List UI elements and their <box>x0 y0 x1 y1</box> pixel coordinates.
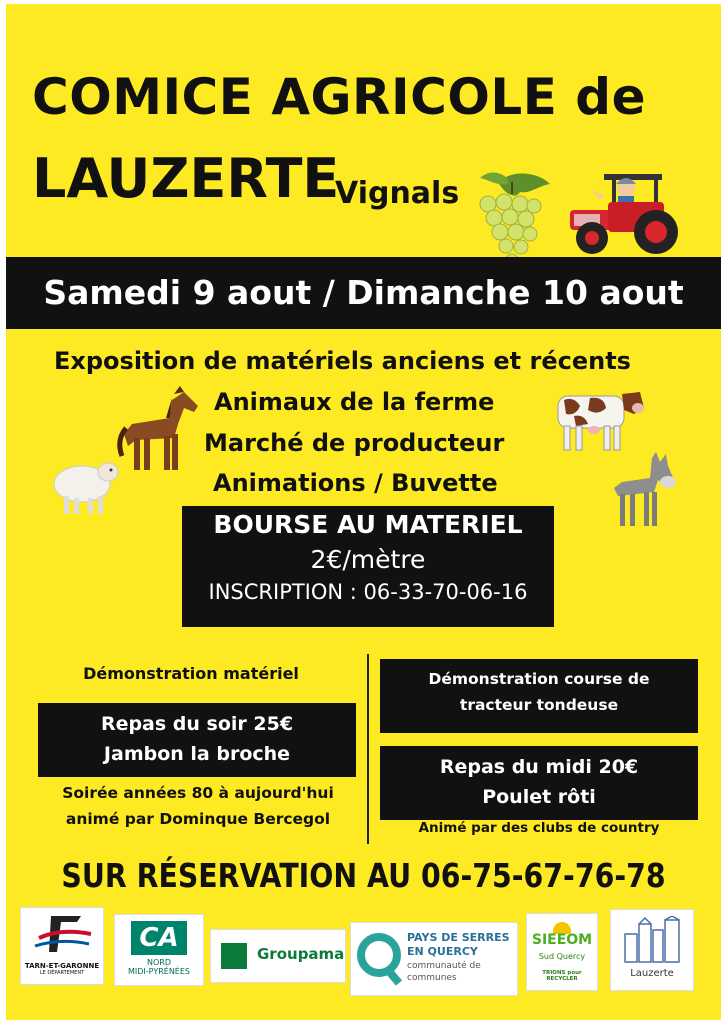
reservation-line: SUR RÉSERVATION AU 06-75-67-76-78 <box>61 856 666 895</box>
demo-materiel: Démonstration matériel <box>83 664 299 683</box>
subtitle-vignals: Vignals <box>335 176 460 211</box>
program-item-marche: Marché de producteur <box>204 429 505 457</box>
lauzerte-label: Lauzerte <box>630 968 674 979</box>
demo-course-line-2: tracteur tondeuse <box>459 696 619 714</box>
repas-soir-line-1: Repas du soir 25€ <box>100 713 294 735</box>
soiree-line-1: Soirée années 80 à aujourd'hui <box>62 784 334 802</box>
poster <box>6 4 721 1020</box>
country-line: Animé par des clubs de country <box>418 820 660 836</box>
sieeom-sub: Sud Quercy <box>538 952 586 961</box>
pays-line-4: communes <box>407 973 457 983</box>
groupama-square-icon <box>221 943 247 969</box>
credit-agricole-logo <box>114 914 204 986</box>
horse-icon <box>114 384 204 476</box>
pays-line-2: EN QUERCY <box>407 945 478 958</box>
tarn-line-2: LE DÉPARTEMENT <box>39 970 85 976</box>
pays-de-serres-logo <box>350 922 518 996</box>
program-item-animaux: Animaux de la ferme <box>214 388 495 416</box>
lauzerte-logo <box>610 909 694 991</box>
bourse-title: BOURSE AU MATERIEL <box>213 510 523 539</box>
tarn-line-1: TARN-ET-GARONNE <box>24 962 100 970</box>
ca-line-2: MIDI-PYRÉNÉES <box>128 967 190 976</box>
sheep-icon <box>48 454 120 518</box>
repas-midi-line-1: Repas du midi 20€ <box>439 756 639 778</box>
groupama-logo <box>210 929 346 983</box>
pays-line-1: PAYS DE SERRES <box>407 931 510 944</box>
bourse-price: 2€/mètre <box>310 545 426 574</box>
title-line-2: LAUZERTE <box>32 147 340 210</box>
column-divider <box>367 654 369 844</box>
bourse-inscription: INSCRIPTION : 06-33-70-06-16 <box>208 580 528 604</box>
bourse-box <box>182 506 554 627</box>
lauzerte-town-icon <box>621 916 683 964</box>
title-line-1: COMICE AGRICOLE de <box>32 68 646 126</box>
tarn-et-garonne-emblem-icon <box>21 908 103 958</box>
groupama-label: Groupama <box>257 945 345 963</box>
demo-course-box <box>380 659 698 733</box>
repas-midi-line-2: Poulet rôti <box>482 786 596 808</box>
repas-soir-box <box>38 703 356 777</box>
repas-soir-line-2: Jambon la broche <box>103 743 291 765</box>
cow-icon <box>554 384 646 454</box>
pays-line-3: communauté de <box>407 961 481 971</box>
donkey-icon <box>608 452 680 532</box>
pays-de-serres-q-icon <box>355 929 403 987</box>
sieeom-tagline: TRIONS pour RECYCLER <box>542 970 582 982</box>
program-item-animations: Animations / Buvette <box>213 469 498 497</box>
repas-midi-box <box>380 746 698 820</box>
demo-course-line-1: Démonstration course de <box>428 670 650 688</box>
sieeom-name: SIEEOM <box>531 932 593 948</box>
sieeom-logo <box>526 913 598 991</box>
ca-mark: CA <box>131 921 187 955</box>
program-item-exposition: Exposition de matériels anciens et récents <box>54 347 631 375</box>
tractor-icon <box>564 166 692 258</box>
date-band: Samedi 9 aout / Dimanche 10 aout <box>6 257 721 329</box>
tarn-et-garonne-logo <box>20 907 104 985</box>
ca-line-1: NORD <box>147 958 171 967</box>
soiree-line-2: animé par Dominque Bercegol <box>65 810 331 828</box>
